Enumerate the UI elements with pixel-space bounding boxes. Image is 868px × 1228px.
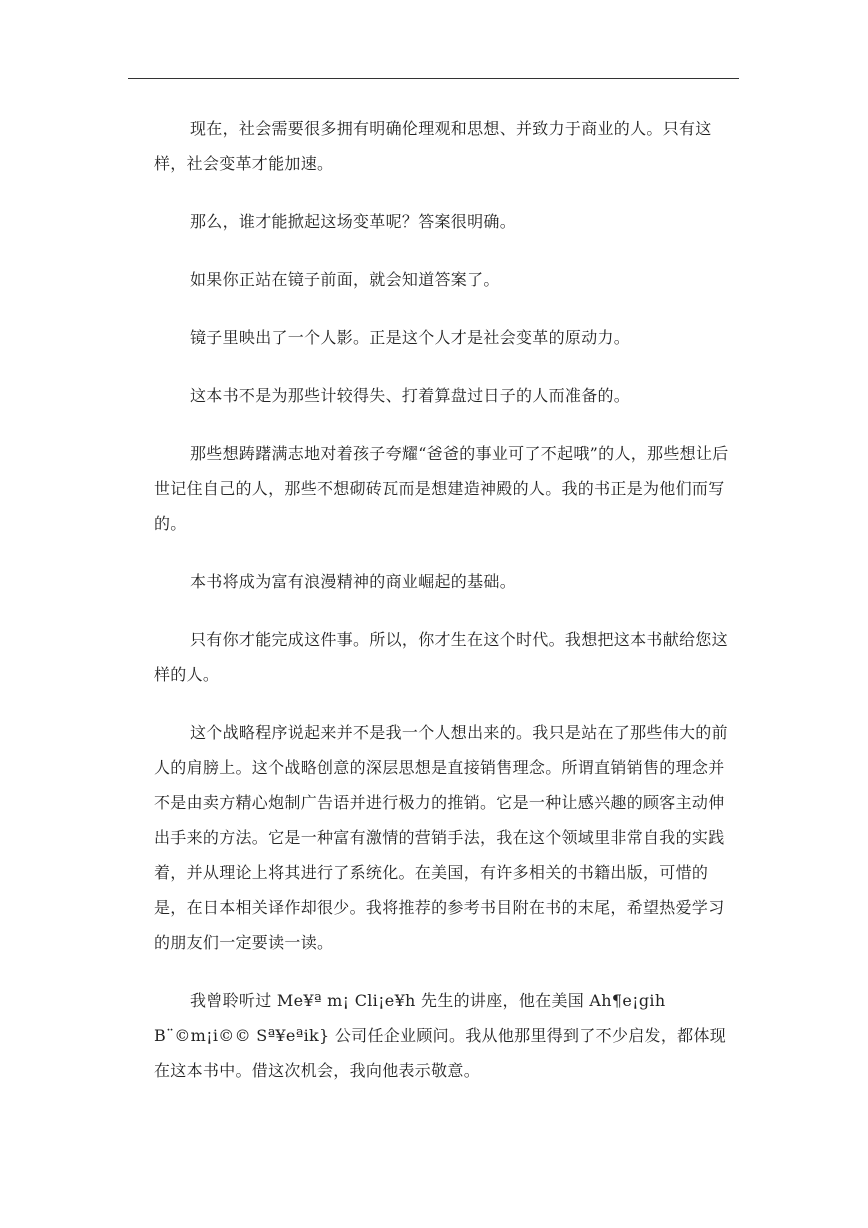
paragraph-9: 这个战略程序说起来并不是我一个人想出来的。我只是站在了那些伟大的前人的肩膀上。这个战略创意的深层思想是直接销售理念。所谓直销销售的理念并不是由卖方精心炮制广告语并进行极力的推销。它是一种让感兴趣的顾客主动伸出手来的方法。它是一种富有激情的营销手法，我在这个领域里非常自我的实践着，并从理论上将其进行了系统化。在美国，有许多相关的书籍出版，可惜的是，在日本相关译作却很少。我将推荐的参考书目附在书的末尾，希望热爱学习的朋友们一定要读一读。 (154, 723, 728, 952)
paragraph-8: 只有你才能完成这件事。所以，你才生在这个时代。我想把这本书献给您这样的人。 (154, 630, 728, 684)
paragraph-5: 这本书不是为那些计较得失、打着算盘过日子的人而准备的。 (190, 386, 631, 405)
paragraph-6: 那些想踌躇满志地对着孩子夸耀“爸爸的事业可了不起哦”的人，那些想让后世记住自己的人，那些不想砌砖瓦而是想建造神殿的人。我的书正是为他们而写的。 (154, 444, 729, 533)
paragraph-4: 镜子里映出了一个人影。正是这个人才是社会变革的原动力。 (190, 328, 631, 347)
paragraph-3: 如果你正站在镜子前面，就会知道答案了。 (190, 270, 500, 289)
header-rule (128, 78, 739, 79)
paragraph-10: 我曾聆听过 Me¥ª m¡ Cli¡e¥h 先生的讲座，他在美国 Ah¶e¡gih B¨©m¡i©© Sª¥eªik} 公司任企业顾问。我从他那里得到了不少启发，都体现在这本书中。借这次机会，我向他表示敬意。 (154, 991, 727, 1080)
paragraph-7: 本书将成为富有浪漫精神的商业崛起的基础。 (190, 572, 517, 591)
document-body (154, 111, 739, 1111)
paragraph-2: 那么，谁才能掀起这场变革呢？答案很明确。 (190, 212, 517, 231)
paragraph-1: 现在，社会需要很多拥有明确伦理观和思想、并致力于商业的人。只有这样，社会变革才能加速。 (154, 119, 712, 173)
